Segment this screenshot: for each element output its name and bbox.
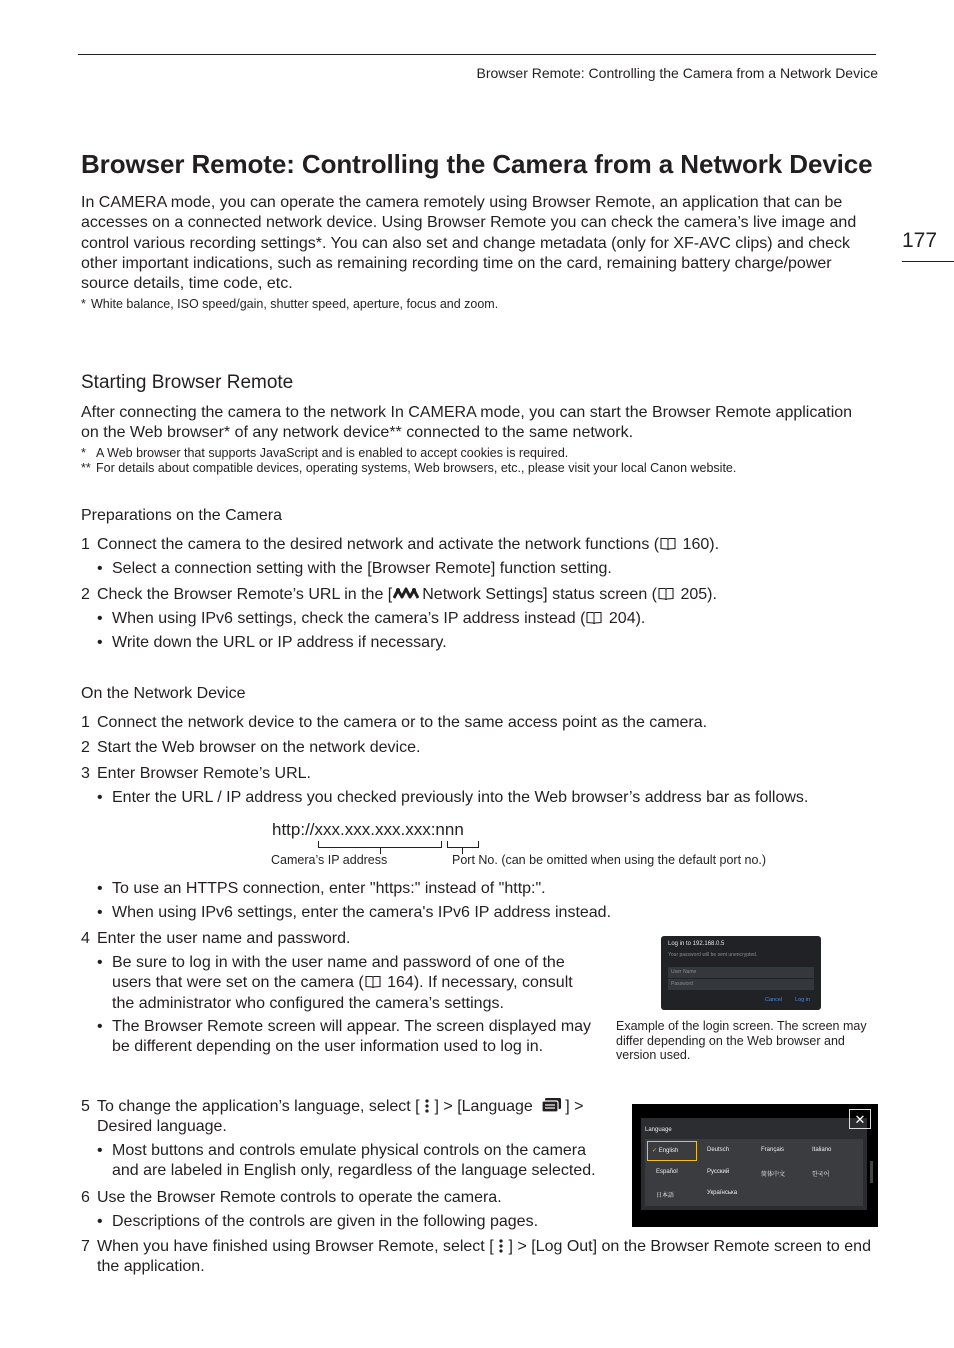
language-screenshot xyxy=(632,1104,878,1227)
language-option: Español xyxy=(656,1169,678,1175)
starting-paragraph: After connecting the camera to the network In CAMERA mode, you can start the Browser Remote application on the Web browser* of any network device** connected to the same network. xyxy=(81,404,853,442)
ip-address-label: Camera’s IP address xyxy=(271,853,388,867)
language-option: Українська xyxy=(707,1190,738,1196)
menu-icon xyxy=(424,1099,430,1113)
network-icon xyxy=(393,587,419,600)
language-scrollbar xyxy=(870,1161,873,1183)
language-option: 日本語 xyxy=(656,1193,675,1199)
section-heading-starting: Starting Browser Remote xyxy=(81,372,294,393)
ip-address-bracket xyxy=(318,841,442,848)
login-cancel-button: Cancel xyxy=(765,997,783,1003)
url-example: http://xxx.xxx.xxx.xxx:nnn xyxy=(272,820,464,839)
book-icon xyxy=(660,537,676,550)
language-grid xyxy=(645,1139,863,1206)
intro-paragraph: In CAMERA mode, you can operate the camera remotely using Browser Remote, an application that can be accesses on a connected network device. Using Browser Remote you can check the camera’s live image and control various recording settings*. You can also set and change metadata (only for XF-AVC clips) and check other important indications, such as remaining recording time on the card, remaining battery charge/power source details, time code, etc. xyxy=(81,194,857,293)
language-panel-title: Language xyxy=(645,1127,672,1133)
login-submit-button: Log in xyxy=(795,997,810,1003)
page-title: Browser Remote: Controlling the Camera from a Network Device xyxy=(81,149,873,179)
login-caption: Example of the login screen. The screen may differ depending on the Web browser and version used. xyxy=(616,1019,867,1062)
menu-icon xyxy=(498,1239,504,1253)
top-rule xyxy=(78,54,876,55)
close-icon: ✕ xyxy=(849,1109,871,1129)
language-option: Italiano xyxy=(812,1147,832,1153)
login-screenshot xyxy=(661,936,821,1010)
check-icon: ✓ xyxy=(652,1148,658,1154)
subheading-network-device: On the Network Device xyxy=(81,685,246,702)
language-panel xyxy=(641,1118,867,1210)
running-head: Browser Remote: Controlling the Camera from a Network Device xyxy=(476,65,878,81)
language-icon xyxy=(541,1097,563,1113)
login-title: Log in to 192.168.0.5 xyxy=(668,941,725,947)
book-icon xyxy=(365,975,381,988)
language-option: 한국어 xyxy=(812,1172,830,1178)
login-username-field: User Name xyxy=(668,967,814,978)
language-option: 简体中文 xyxy=(761,1172,786,1178)
language-option: Français xyxy=(761,1147,785,1153)
book-icon xyxy=(658,587,674,600)
language-option: Deutsch xyxy=(707,1147,730,1153)
port-label: Port No. (can be omitted when using the default port no.) xyxy=(452,853,767,867)
subheading-preparations: Preparations on the Camera xyxy=(81,507,282,524)
page-number: 177 xyxy=(902,229,938,252)
language-option: ✓ English xyxy=(652,1148,679,1154)
login-password-field: Password xyxy=(668,979,814,990)
login-subtitle: Your password will be sent unencrypted. xyxy=(668,952,758,958)
language-option: Русский xyxy=(707,1169,730,1175)
book-icon xyxy=(586,611,602,624)
page-number-rule xyxy=(902,261,954,262)
port-bracket xyxy=(447,841,479,848)
